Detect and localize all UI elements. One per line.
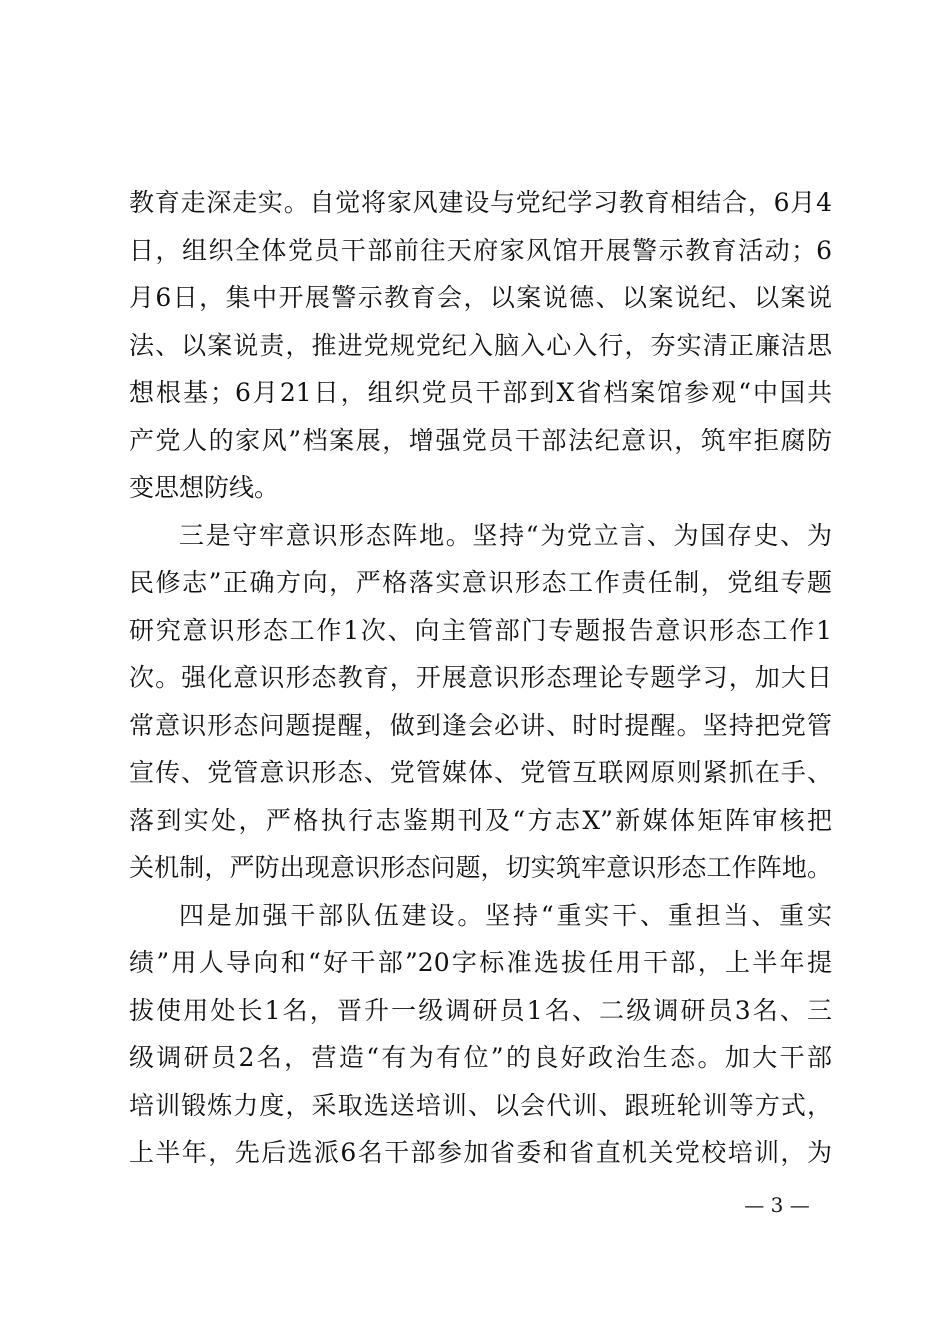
text-line: 教育走深走实。自觉将家风建设与党纪学习教育相结合，6月4 [129,188,832,217]
text-line: 日，组织全体党员干部前往天府家风馆开展警示教育活动；6 [129,235,832,265]
text-line: 关机制，严防出现意识形态问题，切实筑牢意识形态工作阵地。 [129,853,832,882]
text-line: 三是守牢意识形态阵地。坚持“为党立言、为国存史、为 [179,520,832,550]
text-line: 级调研员2名，营造“有为有位”的良好政治生态。加大干部 [129,1043,832,1072]
text-line: 想根基；6月21日，组织党员干部到X省档案馆参观“中国共 [129,378,832,407]
text-line: 上半年，先后选派6名干部参加省委和省直机关党校培训，为 [129,1138,832,1167]
text-line: 产党人的家风”档案展，增强党员干部法纪意识，筑牢拒腐防 [129,425,832,455]
text-line: 法、以案说责，推进党规党纪入脑入心入行，夯实清正廉洁思 [129,330,832,360]
page-number: — 3 — [744,1193,810,1217]
paragraph-ideology-front [129,512,832,892]
paragraph-cadre-team [129,892,832,1177]
text-line: 民修志”正确方向，严格落实意识形态工作责任制，党组专题 [129,568,832,597]
text-line: 落到实处，严格执行志鉴期刊及“方志X”新媒体矩阵审核把 [129,805,832,835]
paragraph-family-education [129,179,832,512]
text-line: 四是加强干部队伍建设。坚持“重实干、重担当、重实 [179,900,832,930]
text-line: 研究意识形态工作1次、向主管部门专题报告意识形态工作1 [129,615,832,645]
text-line: 常意识形态问题提醒，做到逢会必讲、时时提醒。坚持把党管 [129,710,832,740]
text-line: 绩”用人导向和“好干部”20字标准选拔任用干部，上半年提 [129,948,832,977]
document-body [129,179,832,1177]
text-line: 变思想防线。 [129,473,280,502]
text-line: 宣传、党管意识形态、党管媒体、党管互联网原则紧抓在手、 [129,758,832,787]
text-line: 次。强化意识形态教育，开展意识形态理论专题学习，加大日 [129,663,832,692]
text-line: 拔使用处长1名，晋升一级调研员1名、二级调研员3名、三 [129,995,832,1025]
text-line: 培训锻炼力度，采取选送培训、以会代训、跟班轮训等方式， [129,1090,832,1120]
text-line: 月6日，集中开展警示教育会，以案说德、以案说纪、以案说 [129,283,832,312]
